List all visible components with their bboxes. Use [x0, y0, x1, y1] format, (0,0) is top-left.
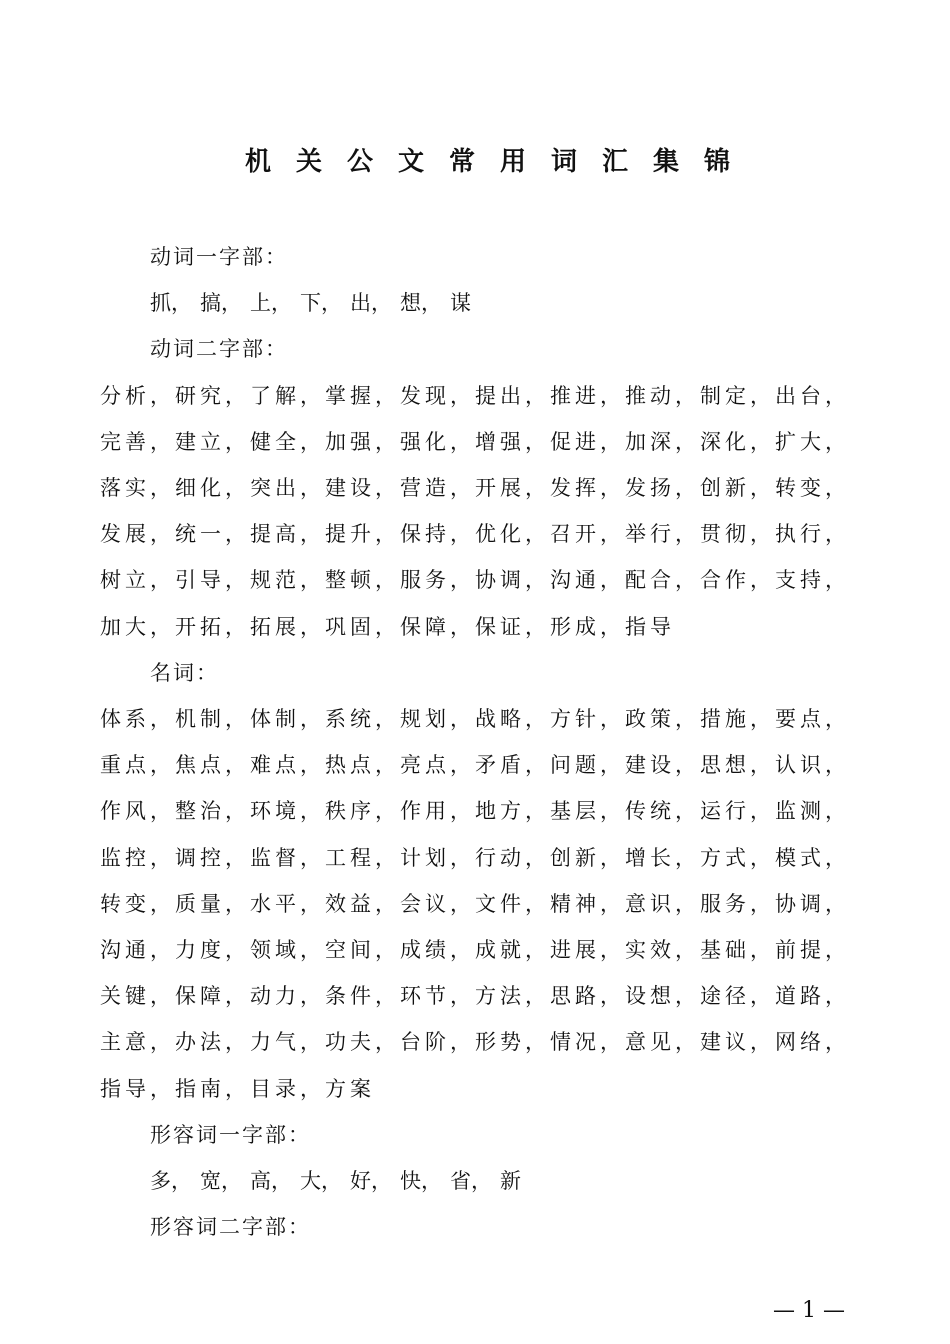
word-item: 统一，: [175, 522, 250, 547]
word-item: 亮点，: [400, 753, 475, 778]
word-item: 服务，: [700, 891, 775, 916]
word-item: 发展，: [100, 522, 175, 547]
word-item: 道路，: [775, 984, 850, 1009]
word-item: 规范，: [250, 568, 325, 593]
page-title: 机关公文常用词汇集锦: [244, 147, 755, 177]
word-item: 推进，: [550, 383, 625, 408]
word-line: [100, 519, 850, 549]
word-item: 转变，: [775, 476, 850, 500]
word-line: [100, 473, 850, 503]
word-item: 环节，: [400, 984, 475, 1009]
word-item: 大，: [300, 1169, 342, 1193]
section-heading: 形容词二字部：: [150, 1215, 311, 1240]
word-item: 重点，: [100, 753, 175, 778]
word-item: 沟通，: [550, 568, 625, 593]
word-item: 目录，: [250, 1076, 325, 1101]
word-item: 途径，: [700, 984, 775, 1009]
word-item: 创新，: [550, 845, 625, 870]
word-item: 形势，: [475, 1030, 550, 1055]
word-item: 研究，: [175, 383, 250, 408]
word-item: 会议，: [400, 891, 475, 916]
word-item: 转变，: [100, 891, 175, 916]
word-item: 功夫，: [325, 1030, 400, 1055]
word-item: 高，: [250, 1169, 292, 1193]
word-item: 要点，: [775, 707, 850, 731]
word-item: 作风，: [100, 799, 175, 824]
word-item: 突出，: [250, 476, 325, 500]
word-item: 建议，: [700, 1030, 775, 1055]
word-item: 谋: [450, 291, 471, 316]
word-item: 巩固，: [325, 614, 400, 639]
word-item: 出台，: [775, 383, 850, 408]
word-item: 成绩，: [400, 938, 475, 962]
word-item: 沟通，: [100, 938, 175, 962]
word-line: [100, 796, 850, 826]
word-item: 办法，: [175, 1030, 250, 1055]
word-item: 思想，: [700, 753, 775, 778]
word-item: 思路，: [550, 984, 625, 1009]
word-item: 制定，: [700, 383, 775, 408]
word-item: 体制，: [250, 707, 325, 731]
word-item: 落实，: [100, 476, 175, 500]
word-item: 意见，: [625, 1030, 700, 1055]
word-item: 难点，: [250, 753, 325, 778]
word-line: [100, 704, 850, 734]
word-line: [100, 565, 850, 595]
word-item: 关键，: [100, 984, 175, 1009]
word-item: 召开，: [550, 522, 625, 547]
word-item: 质量，: [175, 891, 250, 916]
word-item: 系统，: [325, 707, 400, 731]
word-item: 方法，: [475, 984, 550, 1009]
word-item: 保证，: [475, 614, 550, 639]
word-item: 建设，: [625, 753, 700, 778]
word-item: 推动，: [625, 383, 700, 408]
word-item: 强化，: [400, 429, 475, 454]
word-item: 方式，: [700, 845, 775, 870]
word-item: 体系，: [100, 707, 175, 731]
word-item: 方针，: [550, 707, 625, 731]
word-item: 完善，: [100, 429, 175, 454]
word-item: 提出，: [475, 383, 550, 408]
word-item: 机制，: [175, 707, 250, 731]
word-item: 监督，: [250, 845, 325, 870]
word-item: 整顿，: [325, 568, 400, 593]
word-item: 支持，: [775, 568, 850, 593]
word-item: 效益，: [325, 891, 400, 916]
word-line: [150, 288, 500, 318]
word-item: 前提，: [775, 938, 850, 962]
word-item: 精神，: [550, 891, 625, 916]
word-item: 网络，: [775, 1030, 850, 1055]
word-item: 运行，: [700, 799, 775, 824]
word-item: 抓，: [150, 291, 192, 316]
word-item: 力度，: [175, 938, 250, 962]
word-item: 规划，: [400, 707, 475, 731]
word-item: 形成，: [550, 614, 625, 639]
word-item: 合作，: [700, 568, 775, 593]
word-item: 热点，: [325, 753, 400, 778]
word-item: 主意，: [100, 1030, 175, 1055]
word-item: 情况，: [550, 1030, 625, 1055]
word-item: 秩序，: [325, 799, 400, 824]
word-item: 出，: [350, 291, 392, 316]
word-line: [100, 427, 850, 457]
word-item: 计划，: [400, 845, 475, 870]
word-item: 工程，: [325, 845, 400, 870]
word-item: 焦点，: [175, 753, 250, 778]
word-item: 基础，: [700, 938, 775, 962]
word-line: [100, 381, 850, 411]
section-heading: 形容词一字部：: [150, 1122, 311, 1147]
word-item: 配合，: [625, 568, 700, 593]
word-item: 领域，: [250, 938, 325, 962]
word-item: 深化，: [700, 429, 775, 454]
word-item: 新: [500, 1169, 521, 1193]
word-item: 好，: [350, 1169, 392, 1193]
section-heading: 动词二字部：: [150, 337, 288, 362]
word-item: 政策，: [625, 707, 700, 731]
word-item: 增强，: [475, 429, 550, 454]
word-item: 扩大，: [775, 429, 850, 454]
word-item: 设想，: [625, 984, 700, 1009]
word-item: 模式，: [775, 845, 850, 870]
word-item: 发现，: [400, 383, 475, 408]
word-item: 下，: [300, 291, 342, 316]
word-line: [100, 889, 850, 919]
word-item: 贯彻，: [700, 522, 775, 547]
word-item: 保障，: [400, 614, 475, 639]
word-line: [100, 1074, 850, 1104]
word-item: 问题，: [550, 753, 625, 778]
word-item: 健全，: [250, 429, 325, 454]
word-item: 基层，: [550, 799, 625, 824]
word-item: 开拓，: [175, 614, 250, 639]
word-item: 细化，: [175, 476, 250, 500]
word-item: 力气，: [250, 1030, 325, 1055]
word-line: [100, 1027, 850, 1057]
word-item: 加强，: [325, 429, 400, 454]
section-heading: 名词：: [150, 660, 219, 685]
word-item: 动力，: [250, 984, 325, 1009]
word-item: 指南，: [175, 1076, 250, 1101]
word-item: 引导，: [175, 568, 250, 593]
word-item: 提升，: [325, 522, 400, 547]
section-heading: 动词一字部：: [150, 245, 288, 269]
word-item: 监测，: [775, 799, 850, 824]
word-item: 促进，: [550, 429, 625, 454]
word-item: 监控，: [100, 845, 175, 870]
word-item: 增长，: [625, 845, 700, 870]
word-item: 优化，: [475, 522, 550, 547]
word-item: 意识，: [625, 891, 700, 916]
word-item: 矛盾，: [475, 753, 550, 778]
word-item: 上，: [250, 291, 292, 316]
word-line: [150, 1166, 550, 1196]
word-item: 调控，: [175, 845, 250, 870]
word-item: 建设，: [325, 476, 400, 500]
word-item: 宽，: [200, 1169, 242, 1193]
word-item: 提高，: [250, 522, 325, 547]
word-item: 方案: [325, 1076, 375, 1101]
word-item: 营造，: [400, 476, 475, 500]
word-item: 发扬，: [625, 476, 700, 500]
word-item: 开展，: [475, 476, 550, 500]
word-line: [100, 843, 850, 873]
word-item: 建立，: [175, 429, 250, 454]
word-item: 掌握，: [325, 383, 400, 408]
word-line: [100, 612, 850, 642]
word-item: 创新，: [700, 476, 775, 500]
word-line: [100, 750, 850, 780]
word-item: 台阶，: [400, 1030, 475, 1055]
word-item: 加大，: [100, 614, 175, 639]
word-item: 作用，: [400, 799, 475, 824]
word-item: 文件，: [475, 891, 550, 916]
word-item: 想，: [400, 291, 442, 316]
word-item: 指导，: [100, 1076, 175, 1101]
page-number: — 1 —: [773, 1298, 845, 1323]
word-item: 传统，: [625, 799, 700, 824]
word-item: 行动，: [475, 845, 550, 870]
word-item: 进展，: [550, 938, 625, 962]
word-item: 地方，: [475, 799, 550, 824]
word-item: 加深，: [625, 429, 700, 454]
word-item: 措施，: [700, 707, 775, 731]
word-item: 实效，: [625, 938, 700, 962]
word-item: 树立，: [100, 568, 175, 593]
word-item: 环境，: [250, 799, 325, 824]
word-item: 省，: [450, 1169, 492, 1193]
word-item: 服务，: [400, 568, 475, 593]
word-item: 保持，: [400, 522, 475, 547]
word-item: 快，: [400, 1169, 442, 1193]
word-item: 指导: [625, 614, 675, 639]
word-item: 拓展，: [250, 614, 325, 639]
word-item: 多，: [150, 1169, 192, 1193]
word-item: 条件，: [325, 984, 400, 1009]
word-item: 战略，: [475, 707, 550, 731]
word-item: 空间，: [325, 938, 400, 962]
word-item: 保障，: [175, 984, 250, 1009]
word-item: 执行，: [775, 522, 850, 547]
word-item: 了解，: [250, 383, 325, 408]
word-item: 水平，: [250, 891, 325, 916]
word-line: [100, 981, 850, 1011]
word-item: 成就，: [475, 938, 550, 962]
word-item: 搞，: [200, 291, 242, 316]
word-line: [100, 935, 850, 965]
word-item: 协调，: [475, 568, 550, 593]
word-item: 发挥，: [550, 476, 625, 500]
word-item: 认识，: [775, 753, 850, 778]
word-item: 举行，: [625, 522, 700, 547]
word-item: 整治，: [175, 799, 250, 824]
word-item: 协调，: [775, 891, 850, 916]
word-item: 分析，: [100, 383, 175, 408]
